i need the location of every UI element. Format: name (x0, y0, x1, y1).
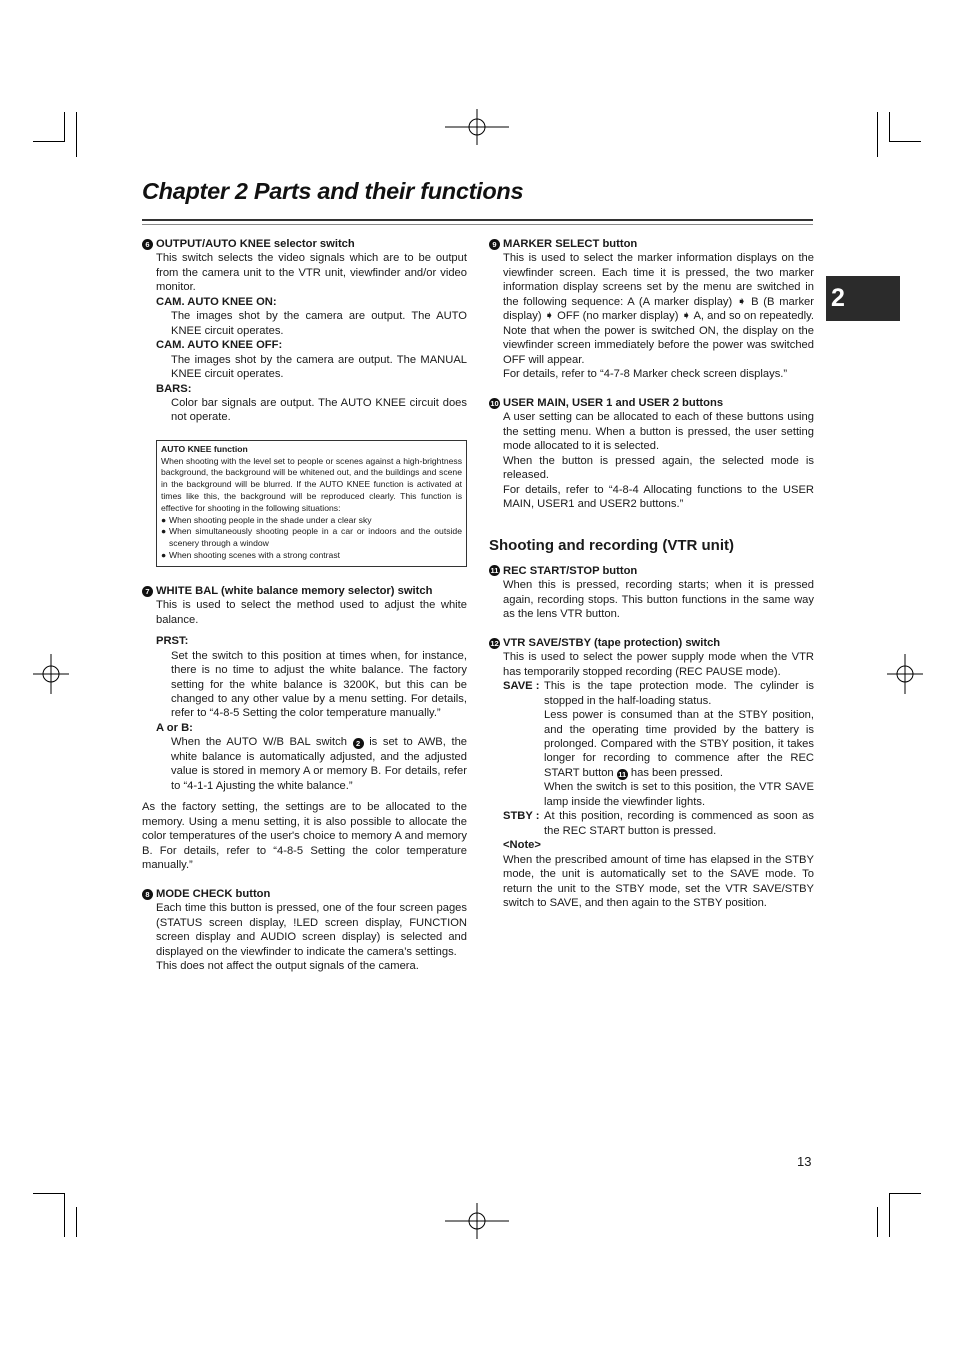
paragraph: This is used to select the method used to adjust the white balance. (156, 599, 467, 626)
crop-mark (33, 1193, 65, 1194)
paragraph: As the factory setting, the settings are to be allocated to the memory. Using a menu setting, it is also possible to allocate the color temperatures of the user's choice to memory A and memory B. For details, refer to “4-8-5 Setting the color temperature manually.” (142, 801, 467, 872)
bullet-icon: ● (161, 514, 167, 525)
definition-row (489, 809, 814, 838)
title-rule (142, 224, 813, 225)
item-heading (489, 564, 814, 578)
paragraph: When this is pressed, recording starts; when it is pressed again, recording stops. This button functions in the same way as the lens VTR button. (503, 579, 814, 620)
definition-text: At this position, recording is commenced as soon as the REC START button is pressed. (544, 810, 814, 837)
reference-number-badge: 11 (618, 769, 627, 779)
paragraph: This is used to select the power supply mode when the VTR has temporarily stopped recording (REC PAUSE mode). (503, 651, 814, 678)
paragraph: Each time this button is pressed, one of the four screen pages (STATUS screen display, !LED screen display, FUNCTION screen display and AUDIO screen display) is selected and displayed on the viewfinder to indicate the camera’s settings. (156, 902, 467, 958)
option-text: Set the switch to this position at times when, for instance, there is no time to adjust the white balance. The factory setting for the white balance is 3200K, but this can be changed to any other value by a menu setting. For details, refer to “4-8-5 Setting the color temperature manually.” (171, 649, 467, 720)
item-heading (142, 237, 467, 251)
title-rule (142, 219, 813, 221)
crop-mark (33, 141, 65, 142)
definition-text-part: Less power is consumed than at the STBY position, and the operating time provided by the battery is prolonged. Compared with the STBY position, it takes longer for recording to commence after the REC START button (544, 709, 814, 779)
option-label: PRST: (156, 635, 189, 648)
item-heading-text: OUTPUT/AUTO KNEE selector switch (156, 238, 355, 250)
registration-mark-icon (885, 654, 925, 694)
definition-description (544, 679, 814, 809)
item-number-badge: 9 (489, 239, 500, 250)
item-heading-text: MODE CHECK button (156, 887, 271, 900)
definition-text (544, 708, 814, 780)
registration-mark-icon (31, 654, 71, 694)
reference-number-badge: 2 (353, 738, 364, 749)
item-heading (489, 396, 814, 410)
option-text: The images shot by the camera are output. The MANUAL KNEE circuit operates. (171, 353, 467, 381)
list-item (161, 550, 462, 562)
note-label: <Note> (503, 839, 541, 852)
definition-term: SAVE : (503, 680, 540, 693)
auto-knee-note-box (156, 440, 467, 567)
list-item (161, 526, 462, 550)
item-number-badge: 8 (142, 889, 153, 900)
note-box-title: AUTO KNEE function (161, 443, 248, 454)
paragraph: For details, refer to “4-7-8 Marker check screen displays.” (503, 368, 788, 381)
crop-mark (889, 1193, 921, 1194)
crop-mark (889, 141, 921, 142)
option-text (142, 735, 467, 793)
option-text: The images shot by the camera are output. The AUTO KNEE circuit operates. (171, 310, 467, 337)
item-heading (142, 584, 467, 598)
definition-text-part: has been pressed. (630, 766, 723, 779)
definition-term: STBY : (503, 810, 540, 823)
bullet-icon: ● (161, 550, 167, 561)
crop-mark (64, 1193, 65, 1237)
chapter-tab: 2 (826, 276, 900, 321)
page-number: 13 (797, 1154, 812, 1169)
item-heading (489, 237, 814, 251)
definition-text: When the switch is set to this position, the VTR SAVE lamp inside the viewfinder lights. (544, 781, 814, 808)
item-heading (489, 636, 814, 650)
crop-mark (877, 1207, 878, 1237)
crop-mark (889, 112, 890, 142)
paragraph: For details, refer to “4-8-4 Allocating functions to the USER MAIN, USER1 and USER2 buttons.” (503, 483, 814, 511)
option-text-part: is set to AWB, the white balance is automatically adjusted, and the adjusted value is stored in memory A or memory B. For details, refer to “4-1-1 Ajusting the white balance.” (171, 736, 468, 792)
paragraph: When the button is pressed again, the selected mode is released. (503, 454, 814, 482)
item-number-badge: 12 (490, 638, 499, 648)
paragraph: This is used to select the marker information displays on the viewfinder screen. Each time it is pressed, the two marker information display screens set by the menu are switched in the following sequence: A (A marker display) ➧ B (B marker display) ➧ OFF (no marker display) ➧ A, and so on repeatedly. Note that when the power is switched ON, the display on the viewfinder screen immediately before the power was switched OFF will appear. (503, 252, 814, 366)
crop-mark (76, 1207, 77, 1237)
item-number-badge: 11 (490, 566, 499, 576)
crop-mark (877, 112, 878, 157)
chapter-title: Chapter 2 Parts and their functions (142, 178, 524, 204)
note-box-text: When shooting with the level set to people or scenes against a high-brightness background, the background will be whitened out, and the buildings and scene in the background will be blurred. If the AUTO KNEE function is activated at times like this, the background will be reproduced clearly. This function is effective for shooting in the following situations: (161, 455, 462, 513)
list-item (161, 515, 462, 527)
option-label: A or B: (156, 721, 193, 734)
item-heading-text: REC START/STOP button (503, 564, 638, 577)
list-item-text: When shooting scenes with a strong contrast (169, 550, 341, 561)
crop-mark (64, 112, 65, 142)
right-column (489, 237, 814, 910)
crop-mark (76, 112, 77, 157)
option-label: BARS: (156, 382, 192, 395)
definition-row (489, 679, 814, 809)
list-item-text: When simultaneously shooting people in a car or indoors and the outside scenery through a window (169, 526, 462, 549)
item-heading-text: VTR SAVE/STBY (tape protection) switch (503, 636, 721, 649)
section-title: Shooting and recording (VTR unit) (489, 536, 734, 554)
option-label: CAM. AUTO KNEE ON: (156, 295, 277, 308)
crop-mark (889, 1193, 890, 1237)
left-column (142, 237, 467, 974)
registration-mark-icon (445, 107, 509, 147)
item-heading (142, 887, 467, 901)
bullet-icon: ● (161, 526, 167, 537)
note-text: When the prescribed amount of time has elapsed in the STBY mode, the unit is automatically set to the SAVE mode. To return the unit to the STBY mode, set the VTR SAVE/STBY switch to SAVE, and then again to the STBY position. (503, 853, 814, 909)
item-heading-text: MARKER SELECT button (503, 238, 638, 250)
registration-mark-icon (445, 1201, 509, 1241)
option-text-part: When the AUTO W/B BAL switch (171, 736, 347, 749)
item-number-badge: 6 (142, 239, 153, 250)
option-text: Color bar signals are output. The AUTO KNEE circuit does not operate. (171, 396, 467, 424)
item-heading-text: USER MAIN, USER 1 and USER 2 buttons (503, 396, 724, 409)
paragraph: A user setting can be allocated to each of these buttons using the setting menu. When a button is pressed, the user setting mode allocated to it is selected. (503, 411, 814, 453)
definition-text: This is the tape protection mode. The cylinder is stopped in the half-loading status. (544, 680, 814, 707)
paragraph: This does not affect the output signals of the camera. (156, 960, 419, 973)
item-number-badge: 7 (142, 586, 153, 597)
paragraph: This switch selects the video signals which are to be output from the camera unit to the VTR unit, viewfinder and/or video monitor. (156, 252, 467, 294)
option-label: CAM. AUTO KNEE OFF: (156, 339, 283, 352)
item-number-badge: 10 (490, 398, 499, 408)
list-item-text: When shooting people in the shade under a clear sky (169, 514, 372, 525)
item-heading-text: WHITE BAL (white balance memory selector) switch (156, 584, 433, 597)
